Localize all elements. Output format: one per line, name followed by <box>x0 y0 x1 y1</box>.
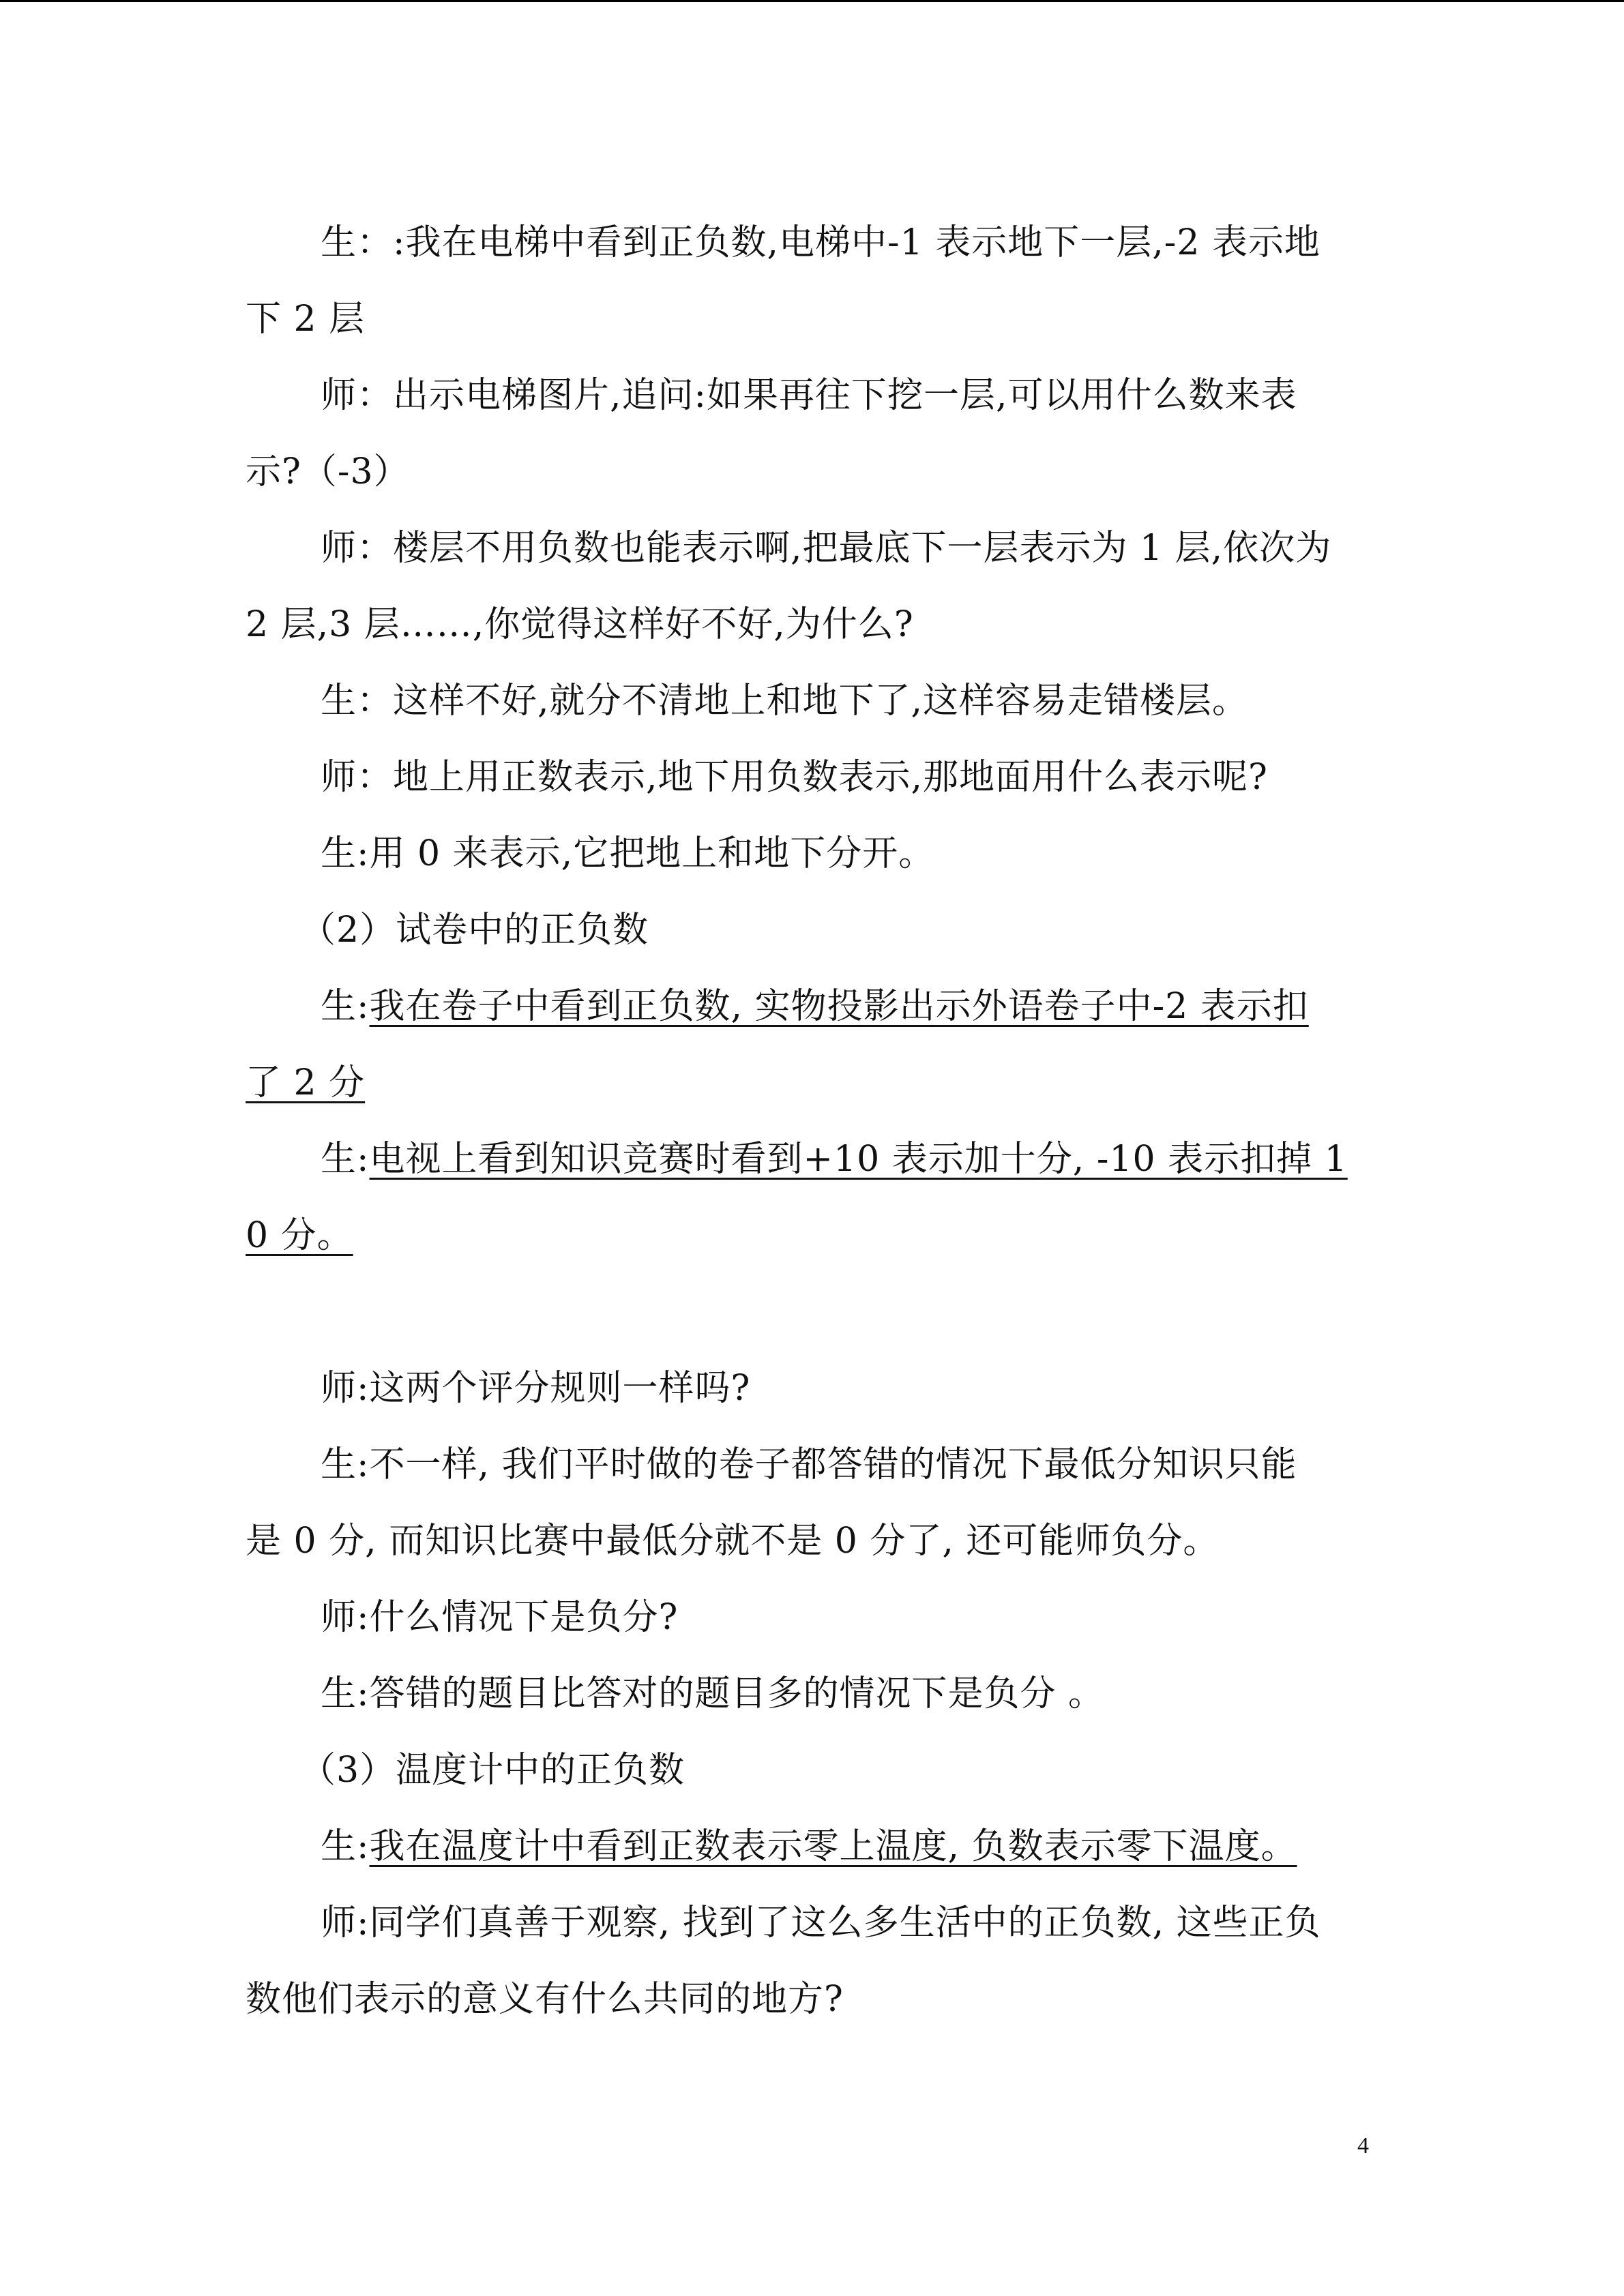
paragraph-line <box>246 1121 1371 1197</box>
paragraph-line: 生:用 0 来表示,它把地上和地下分开。 <box>321 833 935 874</box>
paragraph-line: 师：出示电梯图片,追问:如果再往下挖一层,可以用什么数来表 <box>321 375 1297 416</box>
paragraph-line: 师:同学们真善于观察, 找到了这么多生活中的正负数, 这些正负 <box>321 1903 1321 1943</box>
paragraph-line: 数他们表示的意义有什么共同的地方? <box>246 1979 844 2020</box>
speaker-label: 生: <box>321 986 370 1027</box>
paragraph-line: 生：:我在电梯中看到正负数,电梯中-1 表示地下一层,-2 表示地 <box>321 222 1320 263</box>
paragraph-line: 生：这样不好,就分不清地上和地下了,这样容易走错楼层。 <box>321 681 1249 721</box>
page-top-border <box>0 0 1624 2</box>
underlined-text: 了 2 分 <box>246 1062 366 1103</box>
blank-line <box>246 1274 1371 1350</box>
underlined-text: 我在温度计中看到正数表示零上温度, 负数表示零下温度。 <box>369 1826 1297 1867</box>
paragraph-line: 师:这两个评分规则一样吗? <box>321 1368 751 1409</box>
page-number: 4 <box>1357 2133 1369 2158</box>
underlined-text: 我在卷子中看到正负数, 实物投影出示外语卷子中-2 表示扣 <box>369 986 1309 1027</box>
section-heading: （3）温度计中的正负数 <box>300 1750 685 1791</box>
paragraph-line: 下 2 层 <box>246 299 366 340</box>
paragraph-line: 生:不一样, 我们平时做的卷子都答错的情况下最低分知识只能 <box>321 1444 1297 1485</box>
paragraph-line: 生:答错的题目比答对的题目多的情况下是负分 。 <box>321 1673 1105 1714</box>
paragraph-line: 师：地上用正数表示,地下用负数表示,那地面用什么表示呢? <box>321 757 1268 798</box>
document-body <box>246 205 1371 2038</box>
paragraph-line <box>246 1197 1371 1274</box>
underlined-text: 电视上看到知识竞赛时看到+10 表示加十分, -10 表示扣掉 1 <box>369 1139 1348 1180</box>
section-heading: （2）试卷中的正负数 <box>300 910 649 951</box>
underlined-text: 0 分。 <box>246 1215 353 1256</box>
paragraph-line: 是 0 分, 而知识比赛中最低分就不是 0 分了, 还可能师负分。 <box>246 1521 1220 1562</box>
paragraph-line: 师:什么情况下是负分? <box>321 1597 679 1638</box>
paragraph-line: 2 层,3 层……,你觉得这样好不好,为什么? <box>246 604 914 645</box>
speaker-label: 生: <box>321 1826 370 1867</box>
speaker-label: 生: <box>321 1139 370 1180</box>
paragraph-line <box>246 1808 1371 1885</box>
paragraph-line: 示?（-3） <box>246 451 410 492</box>
paragraph-line <box>246 968 1371 1045</box>
paragraph-line <box>246 1045 1371 1121</box>
paragraph-line: 师：楼层不用负数也能表示啊,把最底下一层表示为 1 层,依次为 <box>321 528 1332 569</box>
